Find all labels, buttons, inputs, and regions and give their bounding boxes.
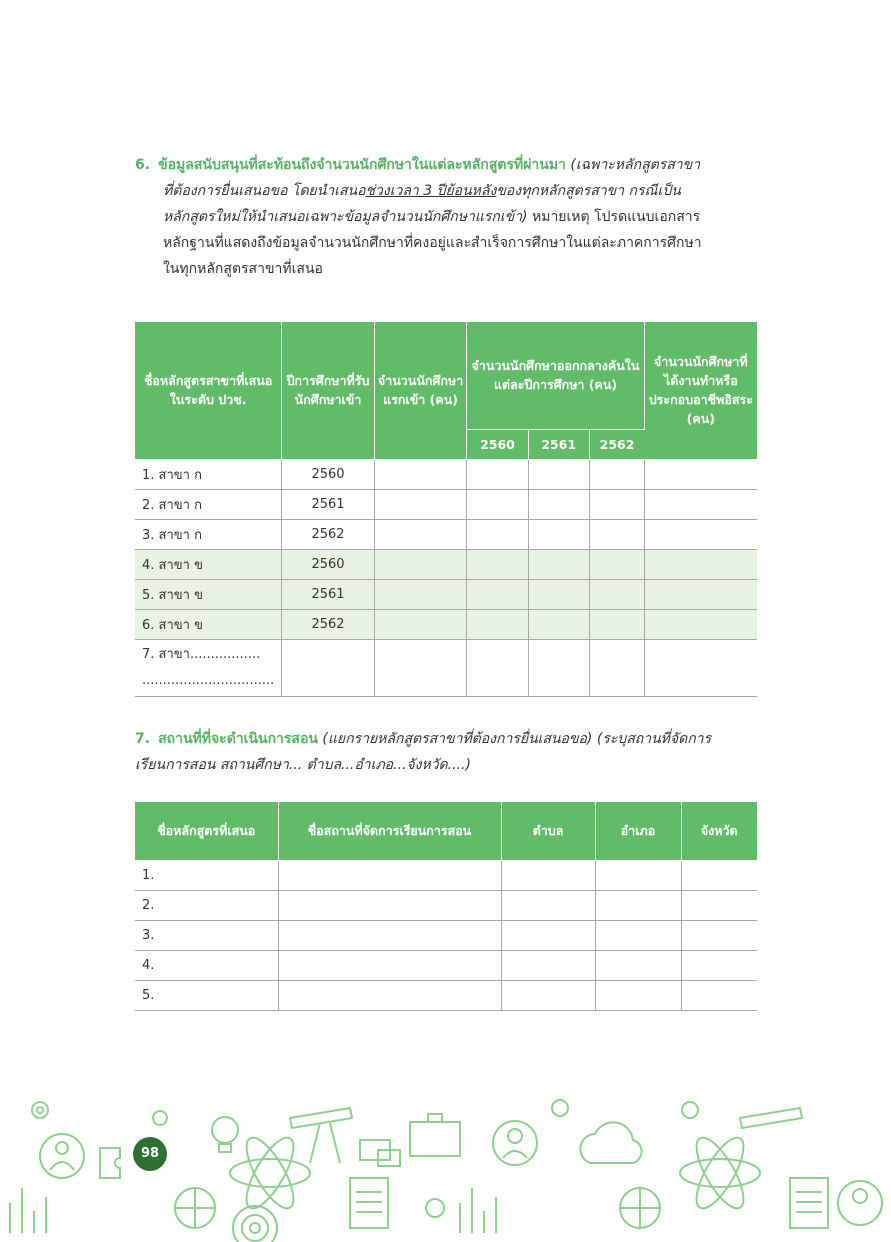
row-year: 2561	[282, 579, 375, 609]
section-6-number: 6.	[135, 157, 151, 173]
section-6-text: ที่ต้องการยื่นเสนอขอ โดยนำเสนอ	[163, 183, 366, 199]
briefcase-icon	[410, 1114, 460, 1156]
row-year: 2560	[282, 459, 375, 489]
header-program: ชื่อหลักสูตรสาขาที่เสนอ ในระดับ ปวช.	[135, 322, 282, 459]
table-row	[135, 579, 757, 609]
row-program: 5. สาขา ข	[135, 579, 282, 609]
row-number: 4.	[135, 950, 278, 980]
table-row	[135, 549, 757, 579]
header-year-2562: 2562	[589, 429, 644, 459]
row-program: 2. สาขา ก	[135, 489, 282, 519]
telescope-icon	[290, 1108, 352, 1163]
target-icon	[233, 1206, 277, 1242]
table-row	[135, 890, 757, 920]
table-row	[135, 489, 757, 519]
section-7-note-continued: เรียนการสอน สถานศึกษา... ตำบล...อำเภอ...จังหวัด....)	[135, 757, 471, 773]
header-subdistrict: ตำบล	[501, 802, 595, 860]
section-6-text: หลักสูตรใหม่ให้นำเสนอเฉพาะข้อมูลจำนวนนักศึกษาแรกเข้า)	[163, 209, 528, 225]
section-7-number: 7.	[135, 731, 151, 747]
bar-chart-icon	[10, 1188, 46, 1233]
globe-icon	[620, 1188, 660, 1228]
section-7	[135, 726, 765, 778]
atom-icon	[680, 1131, 760, 1214]
atom-icon	[230, 1131, 310, 1214]
header-dropouts: จำนวนนักศึกษาออกกลางคันในแต่ละปีการศึกษา (คน)	[467, 322, 644, 429]
row-number: 5.	[135, 980, 278, 1010]
gear-icon	[153, 1100, 698, 1217]
section-6-note: (เฉพาะหลักสูตรสาขา	[570, 157, 701, 173]
teaching-location-table	[135, 802, 757, 1011]
row-year: 2562	[282, 609, 375, 639]
header-year-2560: 2560	[467, 429, 528, 459]
header-location-name: ชื่อสถานที่จัดการเรียนการสอน	[278, 802, 501, 860]
people-icon	[40, 1134, 84, 1178]
header-year-2561: 2561	[528, 429, 589, 459]
section-6-heading: ข้อมูลสนับสนุนที่สะท้อนถึงจำนวนนักศึกษาในแต่ละหลักสูตรที่ผ่านมา	[158, 157, 566, 173]
student-data-table	[135, 322, 757, 697]
section-7-note: (แยกรายหลักสูตรสาขาที่ต้องการยื่นเสนอขอ) (ระบุสถานที่จัดการ	[317, 731, 712, 747]
header-intake-year: ปีการศึกษาที่รับนักศึกษาเข้า	[282, 322, 375, 459]
header-province: จังหวัด	[681, 802, 757, 860]
section-6-text: ในทุกหลักสูตรสาขาที่เสนอ	[163, 261, 323, 277]
section-6-underlined: ช่วงเวลา 3 ปีย้อนหลัง	[365, 183, 497, 199]
header-employed: จำนวนนักศึกษาที่ได้งานทำหรือประกอบอาชีพอิสระ (คน)	[644, 322, 757, 459]
table-row	[135, 459, 757, 489]
section-6-text: หลักฐานที่แสดงถึงข้อมูลจำนวนนักศึกษาที่คงอยู่และสำเร็จการศึกษาในแต่ละภาคการศึกษา	[163, 235, 702, 251]
row-number: 2.	[135, 890, 278, 920]
telescope-icon	[740, 1108, 802, 1128]
row-year: 2560	[282, 549, 375, 579]
row-year: 2561	[282, 489, 375, 519]
chat-icon	[360, 1140, 400, 1166]
table-row	[135, 639, 757, 696]
section-6	[135, 152, 758, 282]
table-row	[135, 980, 757, 1010]
cloud-sync-icon	[580, 1122, 641, 1163]
row-number: 1.	[135, 860, 278, 890]
row-program: 1. สาขา ก	[135, 459, 282, 489]
table-row	[135, 920, 757, 950]
section-6-remark: หมายเหตุ โปรดแนบเอกสาร	[527, 209, 701, 225]
puzzle-icon	[100, 1148, 120, 1178]
document-icon	[790, 1178, 828, 1228]
table-row	[135, 860, 757, 890]
lightbulb-icon	[212, 1117, 238, 1152]
gear-icon	[32, 1102, 48, 1118]
row-program: 4. สาขา ข	[135, 549, 282, 579]
row-program: 3. สาขา ก	[135, 519, 282, 549]
row-program: 6. สาขา ข	[135, 609, 282, 639]
table-row	[135, 609, 757, 639]
row-program: 7. สาขา.................	[142, 646, 261, 662]
header-first-intake: จำนวนนักศึกษาแรกเข้า (คน)	[374, 322, 467, 459]
section-7-heading: สถานที่ที่จะดำเนินการสอน	[158, 731, 318, 747]
row-number: 3.	[135, 920, 278, 950]
table-row	[135, 519, 757, 549]
globe-icon	[175, 1188, 215, 1228]
page-number-badge: 98	[133, 1137, 167, 1171]
document-icon	[350, 1178, 388, 1228]
row-year: 2562	[282, 519, 375, 549]
bar-chart-icon	[460, 1188, 496, 1233]
header-course-name: ชื่อหลักสูตรที่เสนอ	[135, 802, 278, 860]
section-6-text: ของทุกหลักสูตรสาขา กรณีเป็น	[496, 183, 681, 199]
header-district: อำเภอ	[595, 802, 681, 860]
person-icon	[493, 1121, 537, 1165]
person-icon	[838, 1181, 882, 1225]
table-row	[135, 950, 757, 980]
row-program-continued: ................................	[142, 672, 275, 688]
